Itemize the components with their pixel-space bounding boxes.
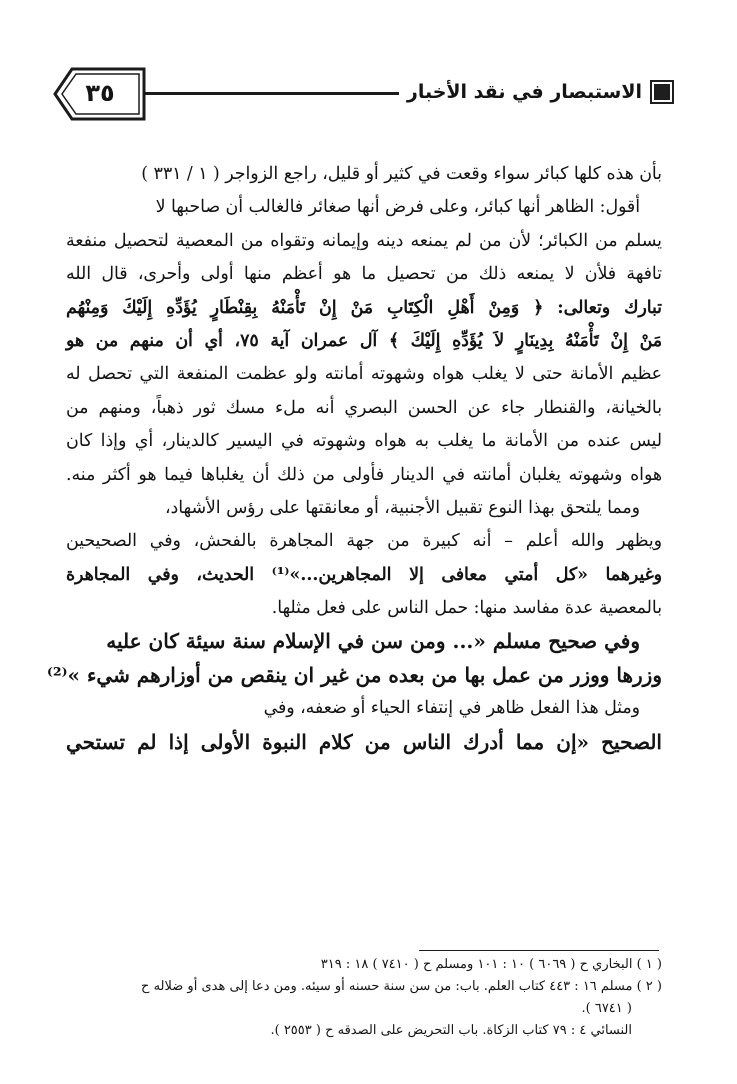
text-line: ومما يلتحق بهذا النوع تقبيل الأجنبية، أو معانقتها على رؤس الأشهاد، (164, 497, 640, 518)
book-title-text: الاستبصار في نقد الأخبار (406, 81, 642, 103)
text-line: يسلم من الكبائر؛ لأن من لم يمنعه دينه وإيمانه وتقواه من المعصية لتحصيل منفعة (66, 230, 662, 251)
quran-verse-line: تبارك وتعالى: ﴿ وَمِنْ أَهْلِ الْكِتَابِ مَنْ إِنْ تَأْمَنْهُ بِقِنْطَارٍ يُؤَدِّهِ إِلَيْكَ وَمِنْهُم (66, 297, 662, 318)
quran-verse-line: مَنْ إِنْ تَأْمَنْهُ بِدِينَارٍ لاَ يُؤَدِّهِ إِلَيْكَ ﴾ آل عمران آية ٧٥، أي أن منهم من هو (66, 330, 662, 351)
text-line: بالمعصية عدة مفاسد منها: حمل الناس على فعل مثلها. (271, 598, 662, 619)
page-number-badge (52, 66, 148, 122)
footnote-2: ( ٢ ) مسلم ١٦ : ٤٤٣ كتاب العلم. باب: من سن سنة حسنه أو سيئه. ومن دعا إلى هدى أو ضلاله ح (141, 979, 662, 994)
footnote-2-continued: ( ٦٧٤١ ). (581, 1001, 632, 1016)
page-number: ٣٥ (85, 79, 115, 107)
footnote-1: ( ١ ) البخاري ح ( ٦٠٦٩ ) ١٠ : ١٠١ ومسلم ح ( ٧٤١٠ ) ١٨ : ٣١٩ (320, 957, 662, 972)
text-line: أقول: الظاهر أنها كبائر، وعلى فرض أنها صغائر فالغالب أن صاحبها لا (155, 197, 640, 218)
text-line: ويظهر والله أعلم – أنه كبيرة من جهة المجاهرة بالفحش، وفي الصحيحين (66, 531, 662, 552)
hadith-line: وغيرهما «كل أمتي معافى إلا المجاهرين...»⁽¹⁾ الحديث، وفي المجاهرة (66, 564, 662, 585)
running-header (52, 66, 682, 122)
text-line: ليس عنده من الأمانة ما يغلب به هواه وشهوته في اليسير كالدينار، أي وإذا كان (66, 431, 662, 452)
footnote-divider (419, 950, 659, 951)
footnotes (70, 954, 662, 1042)
main-text (46, 158, 662, 759)
text-line: تافهة فلأن لا يمنعه ذلك من تحصيل ما هو أعظم منها أولى وأحرى، قال الله (66, 264, 662, 285)
hadith-line: وفي صحيح مسلم «... ومن سن في الإسلام سنة سيئة كان عليه (106, 629, 640, 654)
text-line: ومثل هذا الفعل ظاهر في إنتفاء الحياء أو ضعفه، وفي (263, 698, 640, 719)
hadith-line: الصحيح «إن مما أدرك الناس من كلام النبوة الأولى إذا لم تستحي (66, 729, 662, 754)
book-title (399, 78, 682, 106)
square-bullet-icon (650, 80, 674, 104)
text-line: هواه وشهوته يغلبان أمانته في الدينار فأولى من ذلك أن يغلباها فيما هو أكثر منه. (66, 464, 662, 485)
text-line: بالخيانة، والقنطار جاء عن الحسن البصري أنه ملء مسك ثور ذهباً، ومنهم من (66, 397, 662, 418)
text-line: بأن هذه كلها كبائر سواء وقعت في كثير أو قليل، راجع الزواجر ( ١ / ٣٣١ ) (141, 164, 662, 184)
footnote-2-extra: النسائي ٤ : ٧٩ كتاب الزكاة. باب التحريض على الصدقه ح ( ٢٥٥٣ ). (270, 1023, 632, 1038)
text-line: عظيم الأمانة حتى لا يغلب هواه وشهوته أمانته ولو عظمت المنفعة التي تحصل له (66, 364, 662, 385)
hadith-line: وزرها ووزر من عمل بها من بعده من غير ان ينقص من أوزارهم شيء »⁽²⁾ (46, 662, 662, 687)
